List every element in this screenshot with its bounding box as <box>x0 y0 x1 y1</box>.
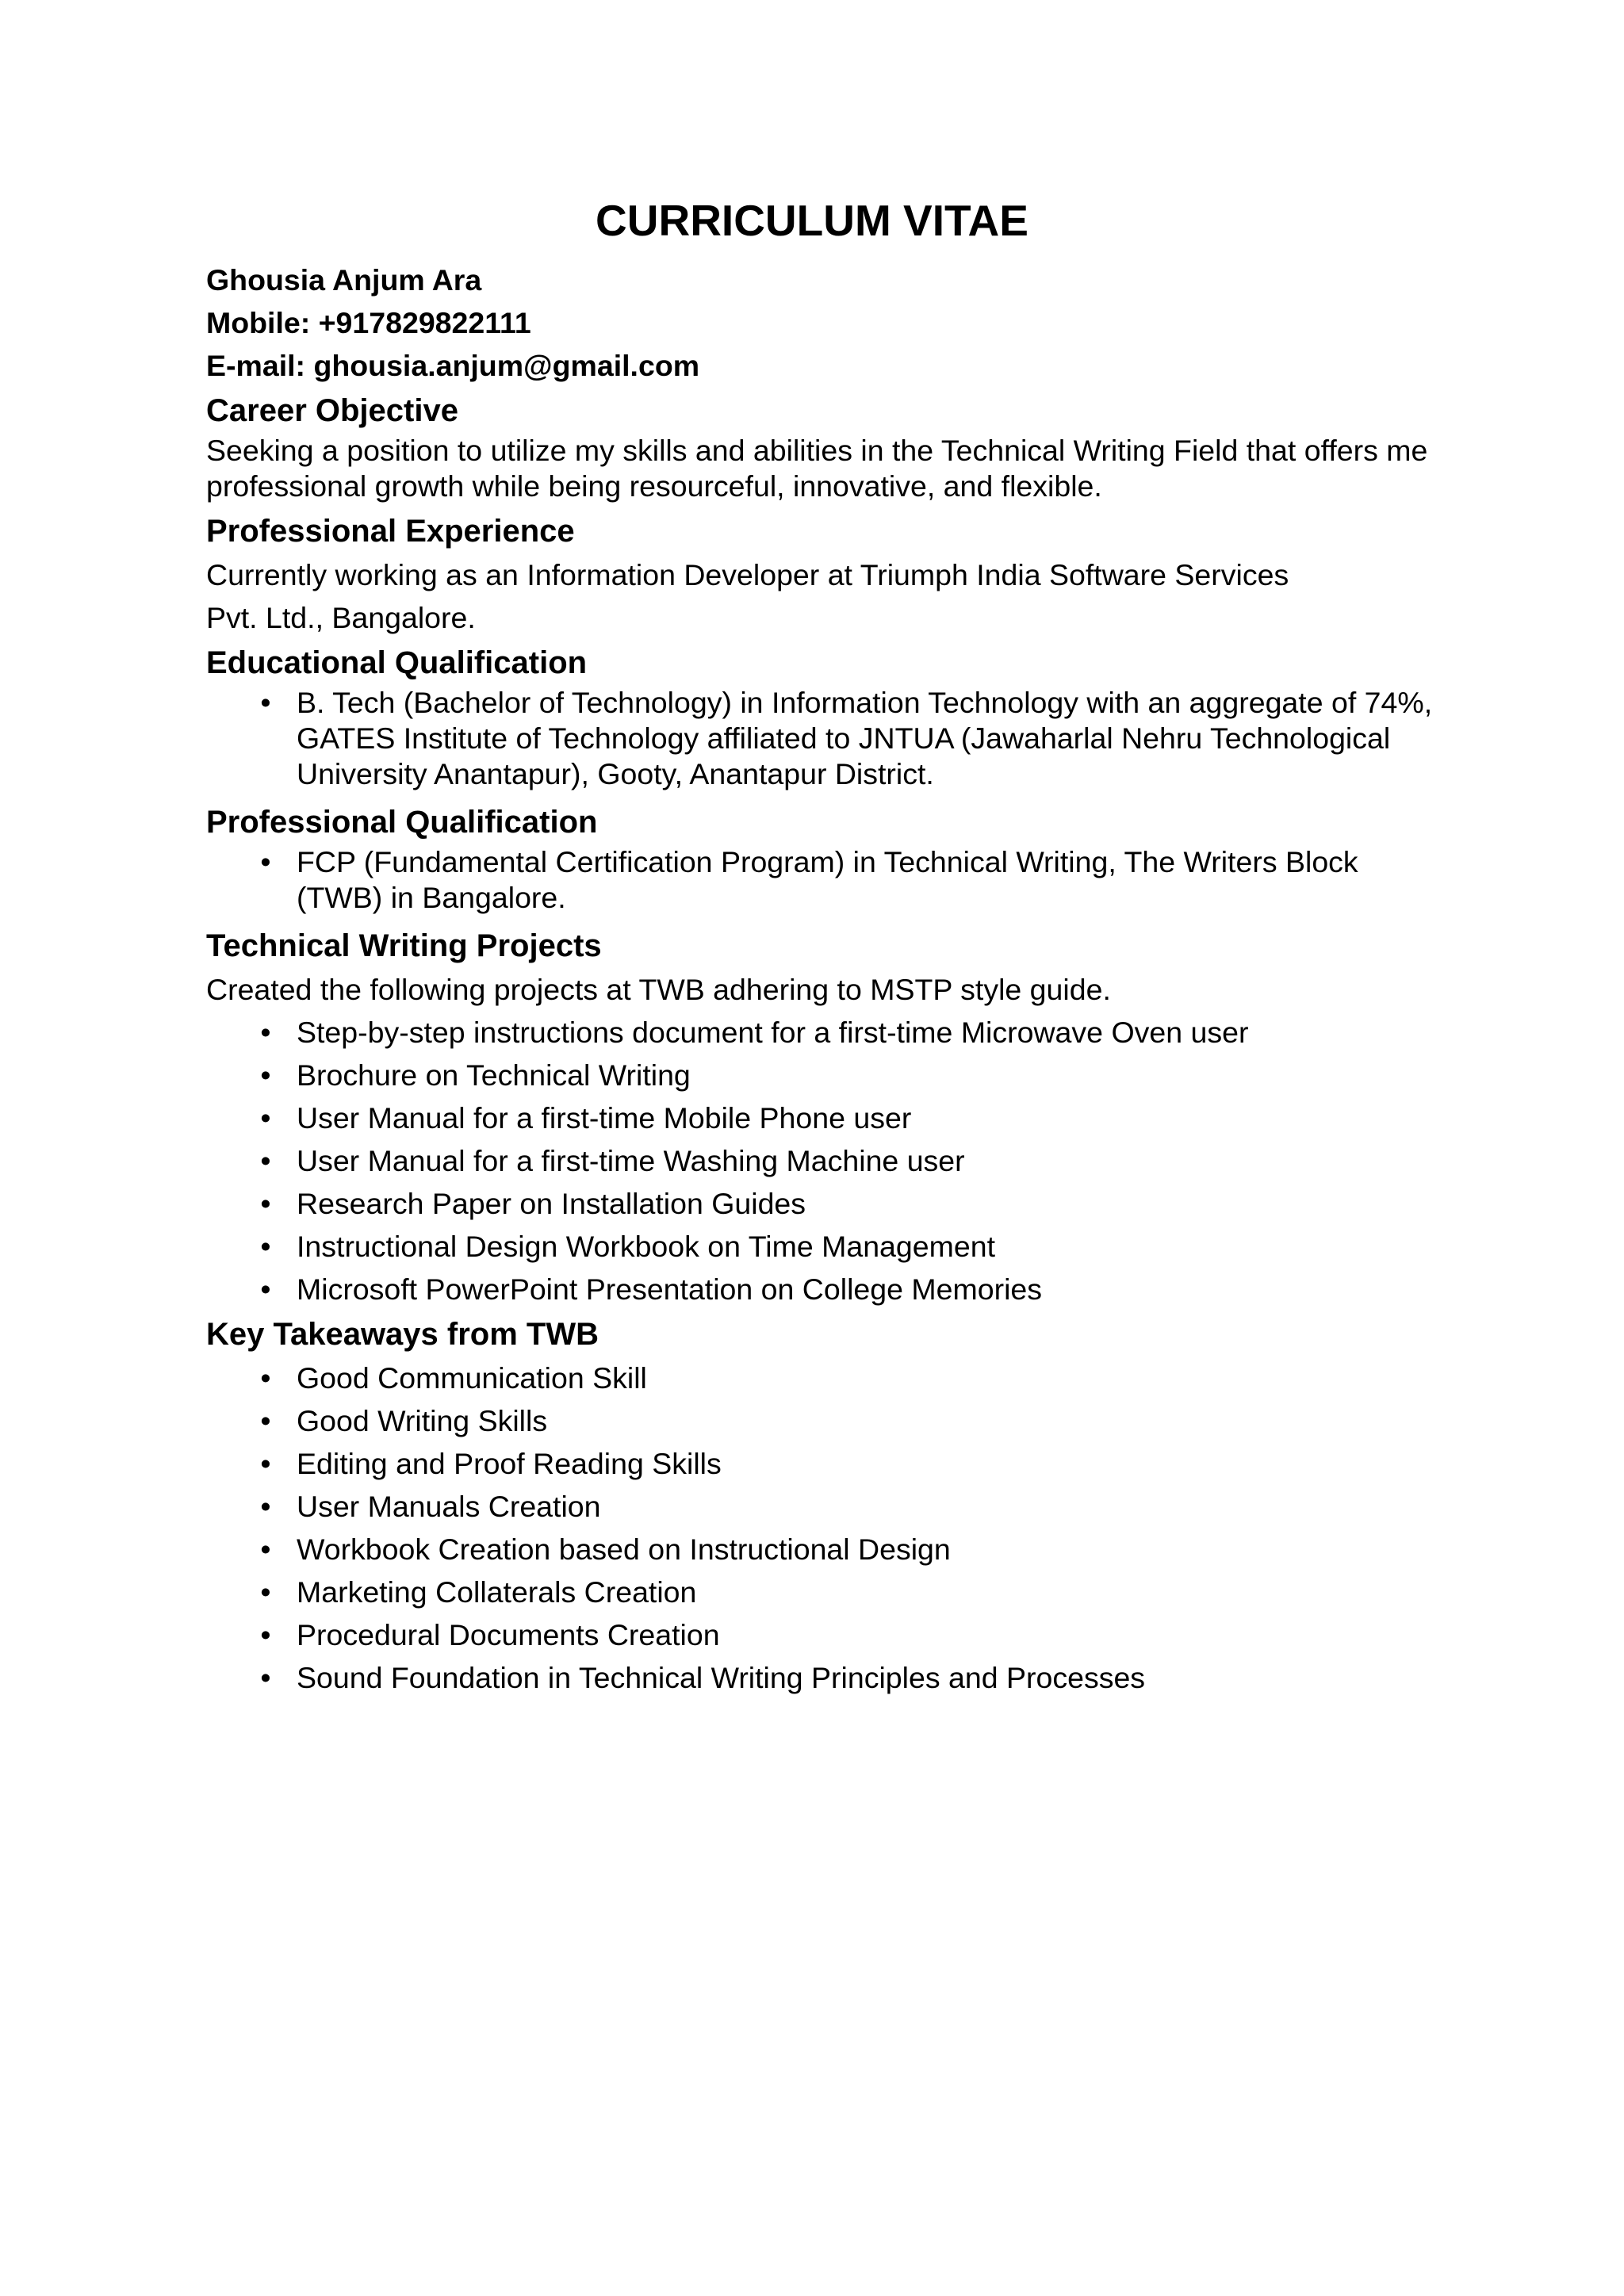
bullet-icon <box>254 1656 278 1699</box>
list-item <box>206 1225 1443 1268</box>
professional-experience-heading: Professional Experience <box>206 514 575 549</box>
list-item-text: Good Communication Skill <box>297 1361 647 1395</box>
experience-line: Pvt. Ltd., Bangalore. <box>206 601 476 634</box>
career-objective-heading: Career Objective <box>206 393 458 428</box>
experience-line: Currently working as an Information Developer at Triumph India Software Services <box>206 558 1289 591</box>
list-item <box>206 1656 1443 1699</box>
bullet-icon <box>254 1096 278 1139</box>
list-item-text: Marketing Collaterals Creation <box>297 1575 697 1609</box>
bullet-icon <box>254 1528 278 1571</box>
projects-list <box>206 1011 1443 1311</box>
list-item <box>206 1613 1443 1656</box>
educational-qualification-heading: Educational Qualification <box>206 645 588 680</box>
key-takeaways-heading: Key Takeaways from TWB <box>206 1317 599 1352</box>
professional-qualification-list <box>206 844 1443 916</box>
list-item-text: Workbook Creation based on Instructional Design <box>297 1533 951 1566</box>
bullet-icon <box>254 1225 278 1268</box>
candidate-name: Ghousia Anjum Ara <box>206 263 482 297</box>
list-item-text: Brochure on Technical Writing <box>297 1058 691 1092</box>
list-item <box>206 1442 1443 1485</box>
list-item-text: User Manuals Creation <box>297 1490 601 1523</box>
list-item-text: B. Tech (Bachelor of Technology) in Information Technology with an aggregate of 74%, GATES Institute of Technology affiliated to JNTUA (Jawaharlal Nehru Technological University Anantapur), Gooty, Anantapur District. <box>297 686 1433 790</box>
bullet-icon <box>254 1139 278 1182</box>
bullet-icon <box>254 844 278 880</box>
list-item <box>206 685 1443 792</box>
bullet-icon <box>254 685 278 721</box>
career-objective-section <box>206 387 1443 504</box>
bullet-icon <box>254 1011 278 1054</box>
cv-content <box>206 258 1443 1699</box>
educational-qualification-list <box>206 685 1443 792</box>
list-item-text: Step-by-step instructions document for a first-time Microwave Oven user <box>297 1016 1249 1049</box>
list-item <box>206 1485 1443 1528</box>
list-item <box>206 1399 1443 1442</box>
bullet-icon <box>254 1399 278 1442</box>
document-title: CURRICULUM VITAE <box>596 196 1028 245</box>
list-item <box>206 1268 1443 1311</box>
bullet-icon <box>254 1357 278 1399</box>
bullet-icon <box>254 1485 278 1528</box>
bullet-icon <box>254 1268 278 1311</box>
list-item <box>206 1357 1443 1399</box>
key-takeaways-list <box>206 1357 1443 1699</box>
professional-qualification-section <box>206 798 1443 916</box>
list-item-text: Instructional Design Workbook on Time Management <box>297 1230 995 1263</box>
projects-intro: Created the following projects at TWB adhering to MSTP style guide. <box>206 973 1111 1006</box>
list-item <box>206 1571 1443 1613</box>
list-item-text: User Manual for a first-time Mobile Phone user <box>297 1101 912 1135</box>
professional-qualification-heading: Professional Qualification <box>206 805 598 840</box>
list-item <box>206 1139 1443 1182</box>
list-item <box>206 1528 1443 1571</box>
list-item <box>206 1011 1443 1054</box>
bullet-icon <box>254 1613 278 1656</box>
bullet-icon <box>254 1571 278 1613</box>
bullet-icon <box>254 1182 278 1225</box>
list-item-text: Research Paper on Installation Guides <box>297 1187 806 1220</box>
bullet-icon <box>254 1054 278 1096</box>
key-takeaways-section <box>206 1311 1443 1699</box>
list-item <box>206 1096 1443 1139</box>
list-item-text: Good Writing Skills <box>297 1404 548 1437</box>
list-item <box>206 844 1443 916</box>
technical-writing-projects-heading: Technical Writing Projects <box>206 928 602 963</box>
list-item-text: Procedural Documents Creation <box>297 1618 720 1651</box>
educational-qualification-section <box>206 639 1443 792</box>
technical-writing-projects-section <box>206 922 1443 1311</box>
bullet-icon <box>254 1442 278 1485</box>
career-objective-text: Seeking a position to utilize my skills and abilities in the Technical Writing Field that offers me professional growth while being resourceful, innovative, and flexible. <box>206 434 1428 503</box>
list-item <box>206 1054 1443 1096</box>
list-item-text: Sound Foundation in Technical Writing Principles and Processes <box>297 1661 1146 1694</box>
mobile-number: Mobile: +917829822111 <box>206 306 531 339</box>
email-address: E-mail: ghousia.anjum@gmail.com <box>206 349 700 382</box>
list-item-text: FCP (Fundamental Certification Program) in Technical Writing, The Writers Block (TWB) in Bangalore. <box>297 845 1358 914</box>
list-item-text: Microsoft PowerPoint Presentation on College Memories <box>297 1272 1043 1306</box>
list-item <box>206 1182 1443 1225</box>
list-item-text: User Manual for a first-time Washing Machine user <box>297 1144 965 1177</box>
professional-experience-section <box>206 507 1443 639</box>
list-item-text: Editing and Proof Reading Skills <box>297 1447 722 1480</box>
